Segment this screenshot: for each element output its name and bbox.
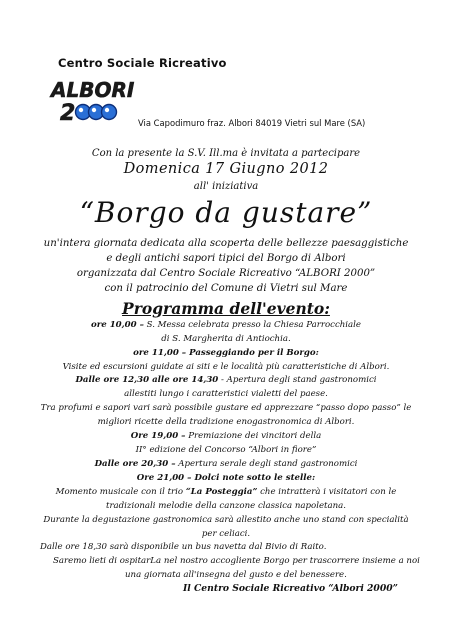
invite-line: Con la presente la S.V. Ill.ma è invitata a partecipare: [91, 148, 361, 159]
signature: Il Centro Sociale Ricreativo “Albori 2000”: [183, 583, 398, 594]
program-item: Dalle ore 18,30 sarà disponibile un bus navetta dal Bivio di Raito.: [40, 542, 327, 552]
program-item: di S. Margherita di Antiochia.: [161, 334, 291, 344]
description-line: organizzata dal Centro Sociale Ricreativo “ALBORI 2000”: [76, 268, 376, 279]
program-item: Momento musicale con il trio “La Posteggia” che intratterà i visitatori con le: [55, 487, 397, 497]
program-item: Durante la degustazione gastronomica sarà allestito anche uno stand con specialità: [43, 515, 409, 525]
program-item: Ore 19,00 – Premiazione dei vincitori della: [130, 431, 322, 441]
program-item: ore 10,00 – S. Messa celebrata presso la Chiesa Parrocchiale: [90, 320, 362, 330]
description-line: e degli antichi sapori tipici del Borgo di Albori: [106, 253, 346, 264]
program-item: Dalle ore 12,30 alle ore 14,30 - Apertura degli stand gastronomici: [75, 375, 377, 385]
program-item: Ore 21,00 – Dolci note sotto le stelle:: [136, 473, 316, 483]
svg-text:ALBORI: ALBORI: [51, 78, 135, 102]
svg-text:2: 2: [60, 101, 76, 126]
program-item: Visite ed escursioni guidate ai siti e le località più caratteristiche di Albori.: [62, 362, 390, 372]
program-item: per celiaci.: [201, 529, 251, 539]
program-item: II° edizione del Concorso “Albori in fiore”: [135, 445, 317, 455]
invite-line-2: all' iniziativa: [193, 181, 259, 192]
program-heading: Programma dell'evento:: [122, 299, 330, 318]
closing-line: Saremo lieti di ospitarLa nel nostro accogliente Borgo per trascorrere insieme a noi: [53, 556, 420, 566]
program-item: migliori ricette della tradizione enogastronomica di Albori.: [97, 417, 355, 427]
program-item: Tra profumi e sapori vari sarà possibile gustare ed apprezzare “passo dopo passo” le: [40, 403, 412, 413]
org-title: Centro Sociale Ricreativo: [58, 56, 227, 70]
description-line: un'intera giornata dedicata alla scoperta delle bellezze paesaggistiche: [43, 238, 409, 249]
event-title: “Borgo da gustare”: [79, 196, 373, 229]
closing-line: una giornata all'insegna del gusto e del benessere.: [125, 570, 347, 580]
program-item: Dalle ore 20,30 – Apertura serale degli stand gastronomici: [94, 459, 358, 469]
address: Via Capodimuro fraz. Albori 84019 Vietri sul Mare (SA): [138, 118, 366, 128]
program-item: tradizionali melodie della canzone classica napoletana.: [105, 501, 347, 511]
albori-2000-logo: [50, 76, 135, 126]
description-line: con il patrocinio del Comune di Vietri sul Mare: [104, 283, 348, 294]
event-date: Domenica 17 Giugno 2012: [123, 161, 329, 177]
program-item: allestiti lungo i caratteristici vialetti del paese.: [124, 389, 328, 399]
program-item: ore 11,00 – Passeggiando per il Borgo:: [133, 348, 319, 358]
